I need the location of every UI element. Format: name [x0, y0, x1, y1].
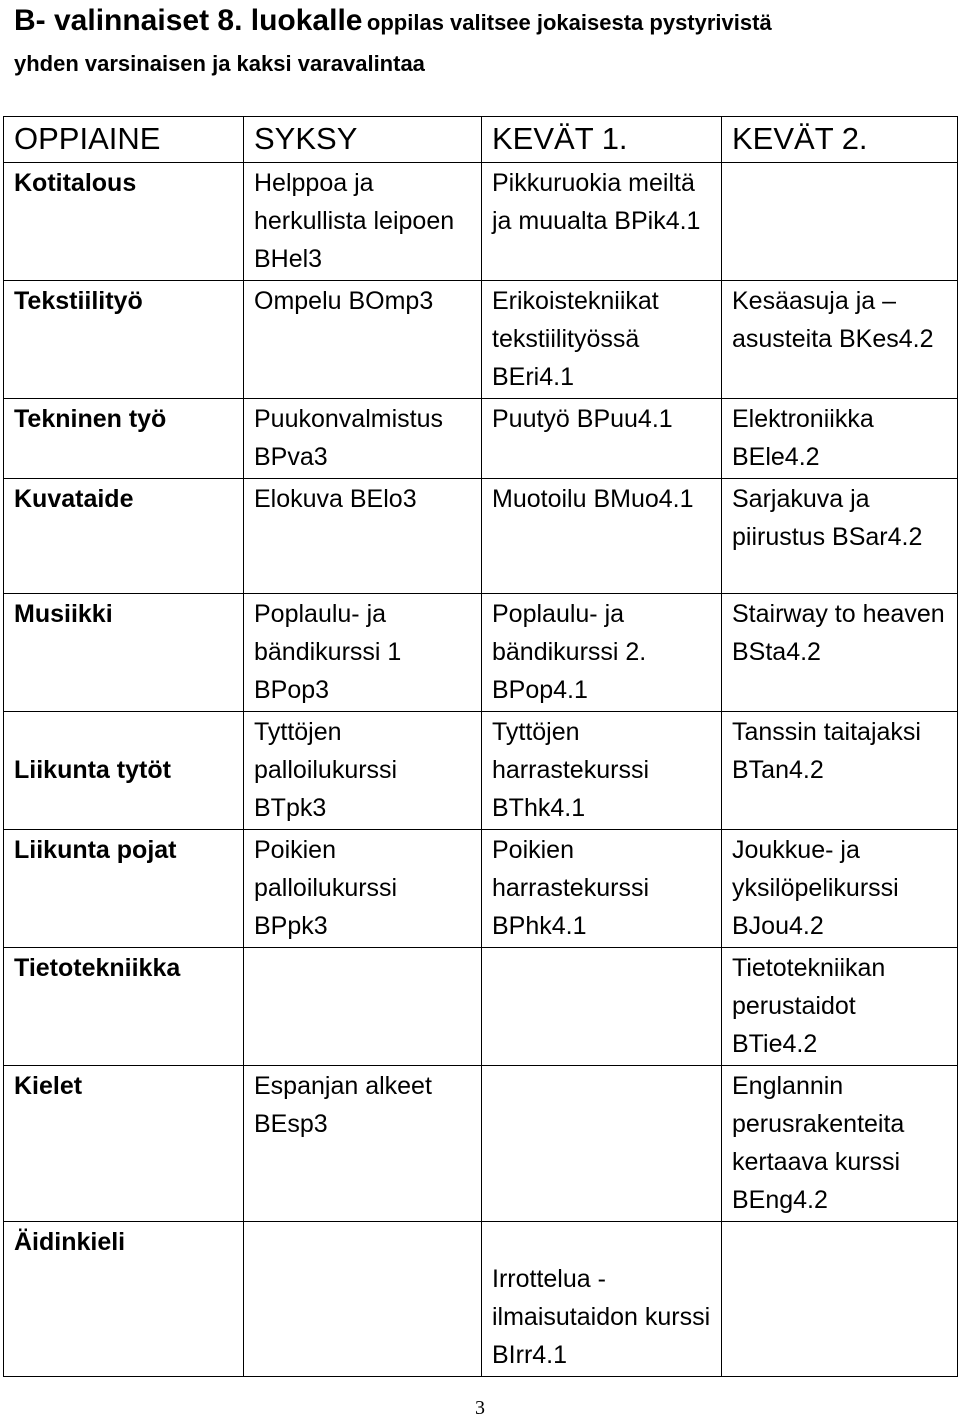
kevat2-cell: Tanssin taitajaksi BTan4.2: [722, 712, 958, 830]
kevat2-cell: Sarjakuva ja piirustus BSar4.2: [722, 479, 958, 594]
subject-cell: Kotitalous: [4, 163, 244, 281]
kevat2-cell: [722, 163, 958, 281]
kevat2-cell: Joukkue- ja yksilöpelikurssi BJou4.2: [722, 830, 958, 948]
table-row: [4, 1066, 958, 1222]
syksy-cell: Tyttöjen palloilukurssi BTpk3: [244, 712, 482, 830]
heading-description-line1: oppilas valitsee jokaisesta pystyrivistä: [366, 10, 772, 35]
kevat1-cell: [482, 1066, 722, 1222]
header-kevat2: KEVÄT 2.: [722, 117, 958, 163]
kevat2-cell: Tietotekniikan perustaidot BTie4.2: [722, 948, 958, 1066]
course-table: [3, 116, 958, 1377]
syksy-cell: Espanjan alkeet BEsp3: [244, 1066, 482, 1222]
table-row: [4, 594, 958, 712]
kevat1-cell: [482, 948, 722, 1066]
subject-cell: Kielet: [4, 1066, 244, 1222]
page-number: 3: [475, 1397, 485, 1419]
table-row: [4, 948, 958, 1066]
table-header-row: [4, 117, 958, 163]
table-row: [4, 830, 958, 948]
kevat1-cell: Muotoilu BMuo4.1: [482, 479, 722, 594]
syksy-cell: Helppoa ja herkullista leipoen BHel3: [244, 163, 482, 281]
subject-cell: Tietotekniikka: [4, 948, 244, 1066]
subject-cell: Tekstiilityö: [4, 281, 244, 399]
syksy-cell: [244, 1222, 482, 1377]
subject-cell: Musiikki: [4, 594, 244, 712]
syksy-cell: Ompelu BOmp3: [244, 281, 482, 399]
header-oppiaine: OPPIAINE: [4, 117, 244, 163]
table-row: [4, 1222, 958, 1377]
heading-description-line2: yhden varsinaisen ja kaksi varavalintaa: [14, 51, 425, 76]
kevat1-cell: Pikkuruokia meiltä ja muualta BPik4.1: [482, 163, 722, 281]
subject-cell: Tekninen työ: [4, 399, 244, 479]
kevat2-cell: Elektroniikka BEle4.2: [722, 399, 958, 479]
kevat1-cell: Tyttöjen harrastekurssi BThk4.1: [482, 712, 722, 830]
kevat1-cell: Poikien harrastekurssi BPhk4.1: [482, 830, 722, 948]
syksy-cell: [244, 948, 482, 1066]
kevat2-cell: Englannin perusrakenteita kertaava kurssi BEng4.2: [722, 1066, 958, 1222]
table-row: [4, 163, 958, 281]
subject-cell: Äidinkieli: [4, 1222, 244, 1377]
subject-cell: Kuvataide: [4, 479, 244, 594]
heading-title: B- valinnaiset 8. luokalle: [14, 4, 363, 37]
kevat1-cell: Poplaulu- ja bändikurssi 2. BPop4.1: [482, 594, 722, 712]
page-heading: [14, 2, 944, 86]
header-syksy: SYKSY: [244, 117, 482, 163]
table-row: [4, 281, 958, 399]
kevat2-cell: [722, 1222, 958, 1377]
kevat1-cell: Puutyö BPuu4.1: [482, 399, 722, 479]
kevat1-cell: Erikoistekniikat tekstiilityössä BEri4.1: [482, 281, 722, 399]
syksy-cell: Elokuva BElo3: [244, 479, 482, 594]
subject-cell: Liikunta pojat: [4, 830, 244, 948]
table-row: [4, 399, 958, 479]
syksy-cell: Poikien palloilukurssi BPpk3: [244, 830, 482, 948]
kevat1-cell: Irrottelua -ilmaisutaidon kurssi BIrr4.1: [482, 1222, 722, 1377]
kevat2-cell: Kesäasuja ja –asusteita BKes4.2: [722, 281, 958, 399]
table-row: [4, 479, 958, 594]
syksy-cell: Poplaulu- ja bändikurssi 1 BPop3: [244, 594, 482, 712]
kevat2-cell: Stairway to heaven BSta4.2: [722, 594, 958, 712]
header-kevat1: KEVÄT 1.: [482, 117, 722, 163]
syksy-cell: Puukonvalmistus BPva3: [244, 399, 482, 479]
subject-cell: Liikunta tytöt: [4, 712, 244, 830]
table-row: [4, 712, 958, 830]
